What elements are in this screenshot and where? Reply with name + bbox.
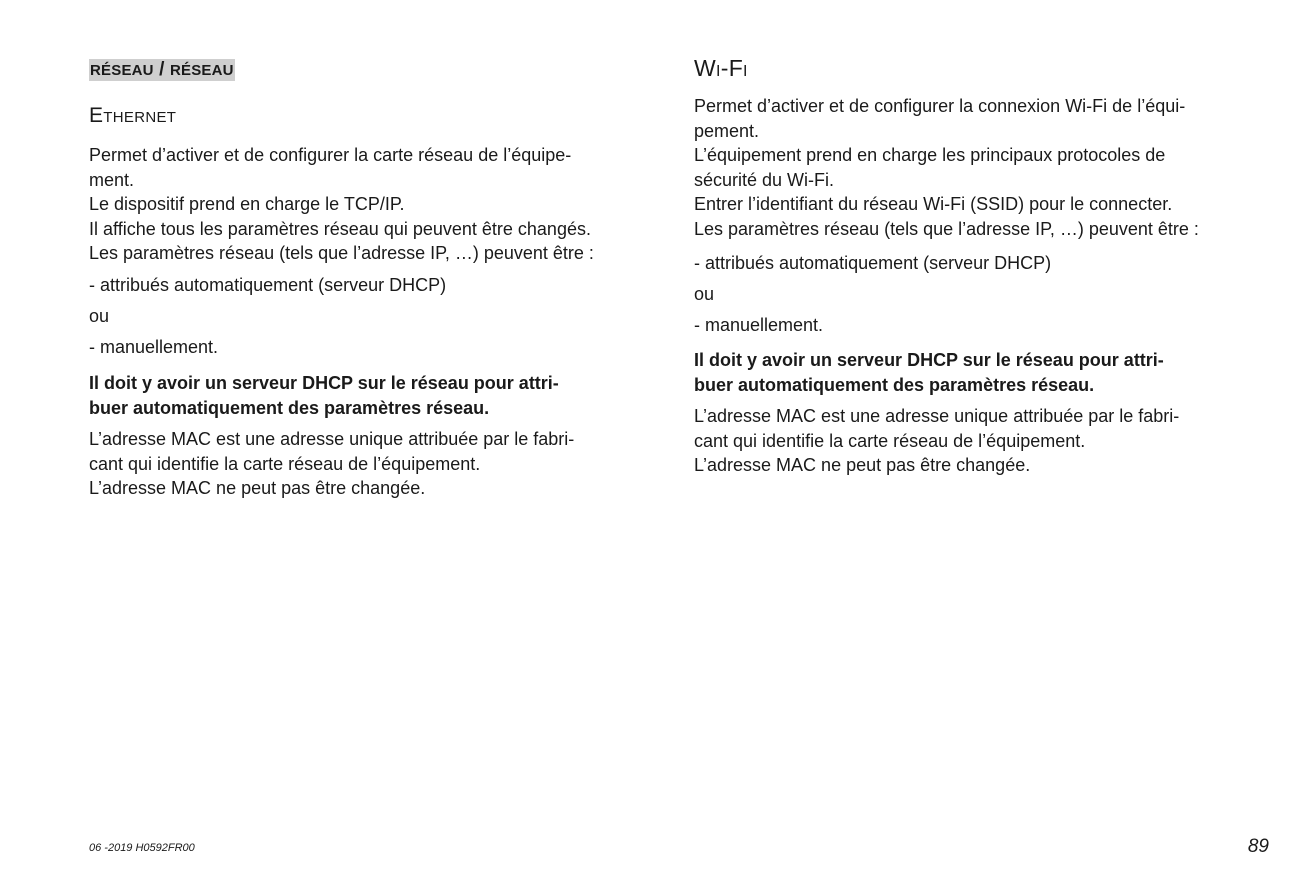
page-number: 89 — [1247, 836, 1269, 857]
ethernet-intro: Permet d’activer et de configurer la carte réseau de l’équipe- ment. Le dispositif prend en charge le TCP/IP. Il affiche tous les paramètres réseau qui peuvent être changés. Les paramètres réseau (tels que l’adresse IP, …) peuvent être : — [89, 145, 594, 264]
breadcrumb-part-1: RÉSEAU — [90, 62, 154, 79]
breadcrumb — [89, 59, 235, 81]
wifi-intro: Permet d’activer et de configurer la connexion Wi-Fi de l’équi- pement. L’équipement prend en charge les principaux protocoles de sécurité du Wi-Fi. Entrer l’identifiant du réseau Wi-Fi (SSID) pour le connecter. Les paramètres réseau (tels que l’adresse IP, …) peuvent être : — [694, 96, 1199, 239]
wifi-mac-text: L’adresse MAC est une adresse unique attribuée par le fabri- cant qui identifie la carte réseau de l’équipement. L’adresse MAC ne peut pas être changée. — [694, 406, 1180, 476]
breadcrumb-part-2: RÉSEAU — [169, 62, 234, 79]
document-reference: 06 -2019 H0592FR00 — [89, 842, 195, 854]
wifi-dhcp-note: Il doit y avoir un serveur DHCP sur le réseau pour attri- buer automatiquement des paramètres réseau. — [694, 350, 1164, 395]
ethernet-title: Ethernet — [89, 104, 177, 127]
wifi-or: ou — [694, 284, 715, 304]
wifi-title: Wi-Fi — [694, 55, 748, 81]
ethernet-option-auto: - attribués automatiquement (serveur DHCP) — [89, 275, 447, 295]
ethernet-mac-text: L’adresse MAC est une adresse unique attribuée par le fabri- cant qui identifie la carte réseau de l’équipement. L’adresse MAC ne peut pas être changée. — [89, 429, 575, 499]
ethernet-dhcp-note: Il doit y avoir un serveur DHCP sur le réseau pour attri- buer automatiquement des paramètres réseau. — [89, 373, 559, 418]
ethernet-or: ou — [89, 306, 110, 326]
wifi-option-auto: - attribués automatiquement (serveur DHCP) — [694, 253, 1052, 273]
breadcrumb-separator: / — [159, 59, 165, 80]
wifi-option-manual: - manuellement. — [694, 315, 824, 335]
ethernet-option-manual: - manuellement. — [89, 337, 219, 357]
